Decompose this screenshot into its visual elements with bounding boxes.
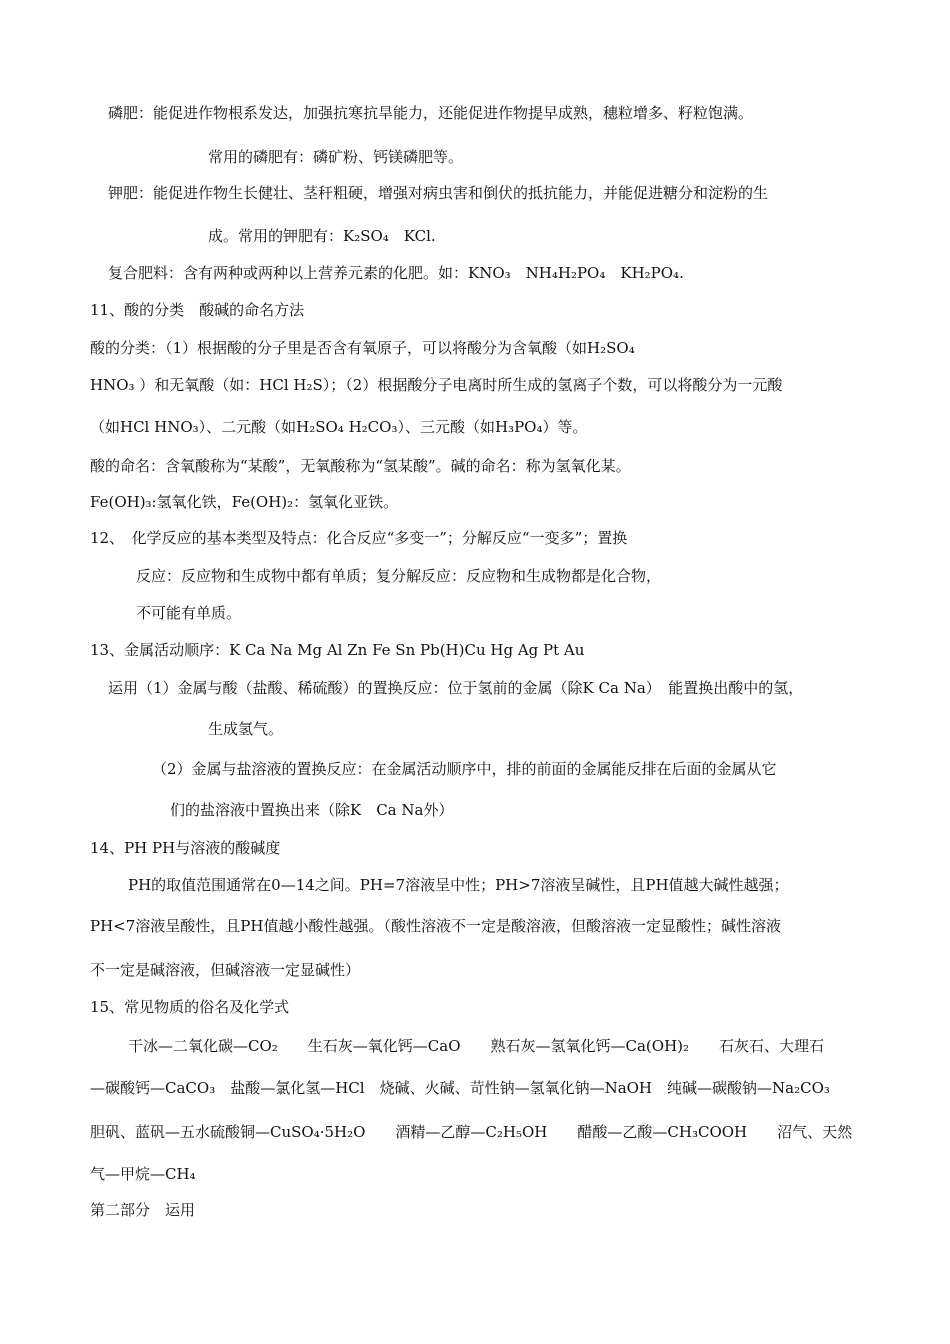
line-compound-fertilizer: 复合肥料：含有两种或两种以上营养元素的化肥。如：KNO₃ NH₄H₂PO₄ KH₂PO₄. (108, 264, 684, 282)
line-metal-salt-1: （2）金属与盐溶液的置换反应：在金属活动顺序中，排的前面的金属能反排在后面的金属从它 (152, 760, 777, 778)
line-common-names-1: 干冰—二氧化碳—CO₂ 生石灰—氧化钙—CaO 熟石灰—氢氧化钙—Ca(OH)₂ 石灰石、大理石 (128, 1037, 825, 1055)
heading-11: 11、酸的分类 酸碱的命名方法 (90, 301, 305, 319)
line-acid-naming: 酸的命名：含氧酸称为“某酸”，无氧酸称为“氢某酸”。碱的命名：称为氢氧化某。 (90, 457, 631, 475)
line-common-names-4: 气—甲烷—CH₄ (90, 1165, 196, 1183)
heading-14: 14、PH PH与溶液的酸碱度 (90, 839, 281, 857)
line-common-names-2: —碳酸钙—CaCO₃ 盐酸—氯化氢—HCl 烧碱、火碱、苛性钠—氢氧化钠—NaOH 纯碱—碳酸钠—Na₂CO₃ (90, 1079, 830, 1097)
heading-13: 13、金属活动顺序：K Ca Na Mg Al Zn Fe Sn Pb(H)Cu Hg Ag Pt Au (90, 641, 585, 659)
heading-12: 12、 化学反应的基本类型及特点：化合反应“多变一”；分解反应“一变多”；置换 (90, 529, 628, 547)
line-common-phosphate: 常用的磷肥有：磷矿粉、钙镁磷肥等。 (208, 148, 464, 166)
line-reaction-types-3: 不可能有单质。 (136, 604, 242, 622)
line-phosphate-fertilizer: 磷肥：能促进作物根系发达，加强抗寒抗旱能力，还能促进作物提早成熟，穗粒增多、籽粒饱满。 (108, 104, 754, 122)
line-metal-salt-2: 们的盐溶液中置换出来（除K Ca Na外） (170, 801, 454, 819)
line-acid-classification-3: （如HCl HNO₃）、二元酸（如H₂SO₄ H₂CO₃）、三元酸（如H₃PO₄）等。 (90, 418, 588, 436)
line-ph-2: PH<7溶液呈酸性，且PH值越小酸性越强。（酸性溶液不一定是酸溶液，但酸溶液一定显酸性；碱性溶液 (90, 917, 781, 935)
line-reaction-types-2: 反应：反应物和生成物中都有单质；复分解反应：反应物和生成物都是化合物， (136, 567, 662, 585)
line-potash-fertilizer: 钾肥：能促进作物生长健壮、茎秆粗硬，增强对病虫害和倒伏的抵抗能力，并能促进糖分和淀粉的生 (108, 184, 769, 202)
line-acid-classification-2: HNO₃ ）和无氧酸（如：HCl H₂S）；（2）根据酸分子电离时所生成的氢离子个数，可以将酸分为一元酸 (90, 376, 783, 394)
line-ph-1: PH的取值范围通常在0—14之间。PH=7溶液呈中性；PH>7溶液呈碱性，且PH值越大碱性越强； (128, 876, 789, 894)
line-ph-3: 不一定是碱溶液，但碱溶液一定显碱性） (90, 961, 361, 979)
heading-part-two: 第二部分 运用 (90, 1201, 196, 1219)
line-metal-acid-2: 生成氢气。 (208, 720, 284, 738)
line-hydroxide-naming: Fe(OH)₃:氢氧化铁，Fe(OH)₂：氢氧化亚铁。 (90, 493, 399, 511)
line-common-names-3: 胆矾、蓝矾—五水硫酸铜—CuSO₄·5H₂O 酒精—乙醇—C₂H₅OH 醋酸—乙酸—CH₃COOH 沼气、天然 (90, 1123, 853, 1141)
heading-15: 15、常见物质的俗名及化学式 (90, 998, 290, 1016)
line-metal-acid-1: 运用（1）金属与酸（盐酸、稀硫酸）的置换反应：位于氢前的金属（除K Ca Na） 能置换出酸中的氢， (108, 679, 804, 697)
line-common-potash: 成。常用的钾肥有：K₂SO₄ KCl. (208, 227, 436, 245)
line-acid-classification-1: 酸的分类：（1）根据酸的分子里是否含有氧原子，可以将酸分为含氧酸（如H₂SO₄ (90, 339, 635, 357)
